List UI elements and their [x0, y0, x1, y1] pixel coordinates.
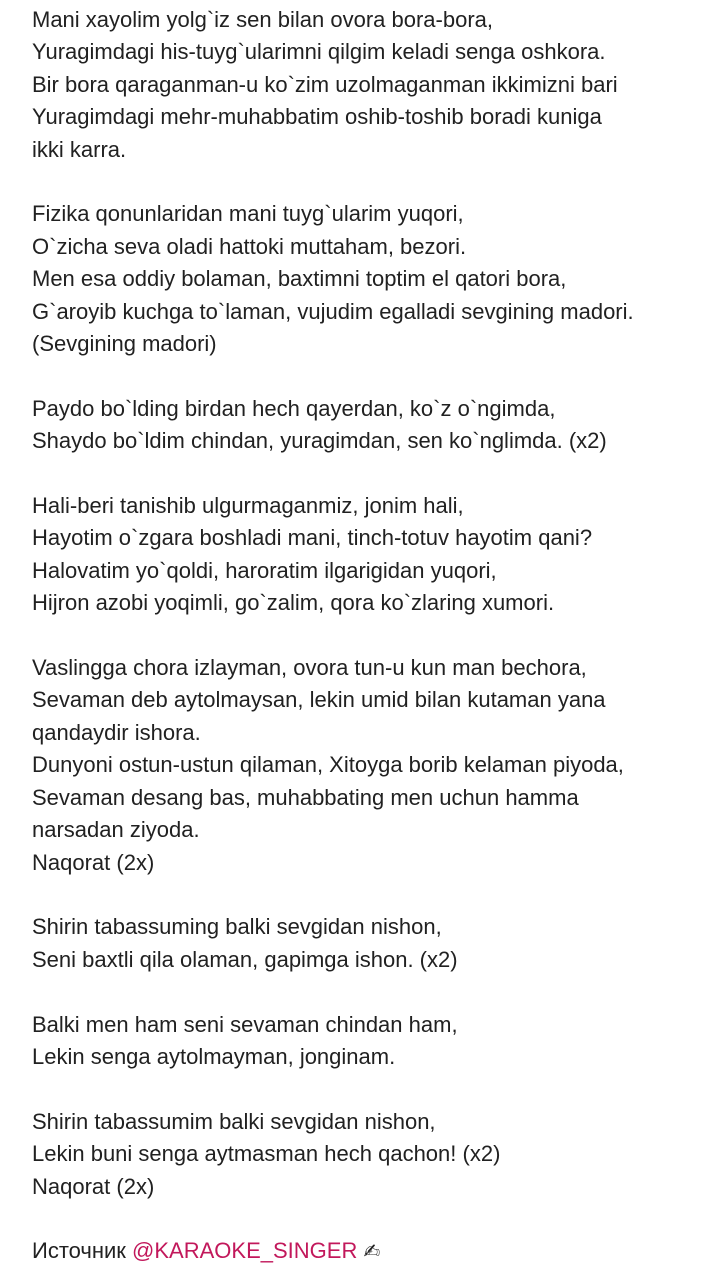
lyrics-line: Fizika qonunlaridan mani tuyg`ularim yuqori, [32, 201, 464, 227]
lyrics-line: Naqorat (2x) [32, 1173, 155, 1199]
source-channel-link[interactable]: @KARAOKE_SINGER [132, 1238, 358, 1264]
lyrics-stanza [32, 911, 705, 976]
lyrics-line: (Sevgining madori) [32, 331, 217, 357]
lyrics-line: Shirin tabassuming balki sevgidan nishon, [32, 914, 442, 940]
lyrics-line: Men esa oddiy bolaman, baxtimni toptim el qatori bora, [32, 266, 567, 292]
writing-hand-icon: ✍ [363, 1241, 381, 1264]
lyrics-stanza [32, 1106, 705, 1203]
lyrics-line: ikki karra. [32, 136, 127, 162]
lyrics-line: Shaydo bo`ldim chindan, yuragimdan, sen ko`nglimda. (x2) [32, 428, 607, 454]
lyrics-line: Mani xayolim yolg`iz sen bilan ovora bora-bora, [32, 7, 493, 32]
lyrics-stanza [32, 393, 705, 458]
lyrics-line: Halovatim yo`qoldi, haroratim ilgarigidan yuqori, [32, 557, 497, 583]
lyrics-line: qandaydir ishora. [32, 719, 201, 745]
lyrics-line: Lekin buni senga aytmasman hech qachon! (x2) [32, 1141, 501, 1167]
lyrics-stanza [32, 490, 705, 620]
lyrics-line: narsadan ziyoda. [32, 817, 200, 843]
lyrics-line: Paydo bo`lding birdan hech qayerdan, ko`z o`ngimda, [32, 395, 556, 421]
lyrics-line: Naqorat (2x) [32, 849, 155, 875]
lyrics-line: Hali-beri tanishib ulgurmaganmiz, jonim hali, [32, 493, 464, 519]
lyrics-line: Sevaman desang bas, muhabbating men uchun hamma [32, 784, 579, 810]
lyrics-line: Hijron azobi yoqimli, go`zalim, qora ko`zlaring xumori. [32, 590, 555, 616]
lyrics-line: Hayotim o`zgara boshladi mani, tinch-totuv hayotim qani? [32, 525, 593, 551]
lyrics-line: Vaslingga chora izlayman, ovora tun-u kun man bechora, [32, 655, 587, 681]
lyrics-line: Sevaman deb aytolmaysan, lekin umid bilan kutaman yana [32, 687, 606, 713]
lyrics-line: Lekin senga aytolmayman, jonginam. [32, 1043, 396, 1069]
lyrics-stanza [32, 652, 705, 879]
source-label: Источник [32, 1238, 126, 1264]
lyrics-stanza [32, 1009, 705, 1074]
lyrics-line: O`zicha seva oladi hattoki muttaham, bezori. [32, 233, 467, 259]
lyrics-line: Balki men ham seni sevaman chindan ham, [32, 1011, 458, 1037]
lyrics-text [32, 4, 705, 1203]
lyrics-stanza [32, 198, 705, 360]
lyrics-line: Yuragimdagi his-tuyg`ularimni qilgim keladi senga oshkora. [32, 39, 606, 65]
lyrics-line: Shirin tabassumim balki sevgidan nishon, [32, 1108, 436, 1134]
lyrics-line: Yuragimdagi mehr-muhabbatim oshib-toshib boradi kuniga [32, 104, 602, 130]
lyrics-line: G`aroyib kuchga to`laman, vujudim egalladi sevgining madori. [32, 298, 634, 324]
lyrics-line: Dunyoni ostun-ustun qilaman, Xitoyga borib kelaman piyoda, [32, 752, 624, 778]
source-line [32, 1235, 705, 1268]
lyrics-line: Bir bora qaraganman-u ko`zim uzolmaganman ikkimizni bari [32, 71, 618, 97]
lyrics-stanza [32, 4, 705, 166]
lyrics-line: Seni baxtli qila olaman, gapimga ishon. (x2) [32, 946, 458, 972]
